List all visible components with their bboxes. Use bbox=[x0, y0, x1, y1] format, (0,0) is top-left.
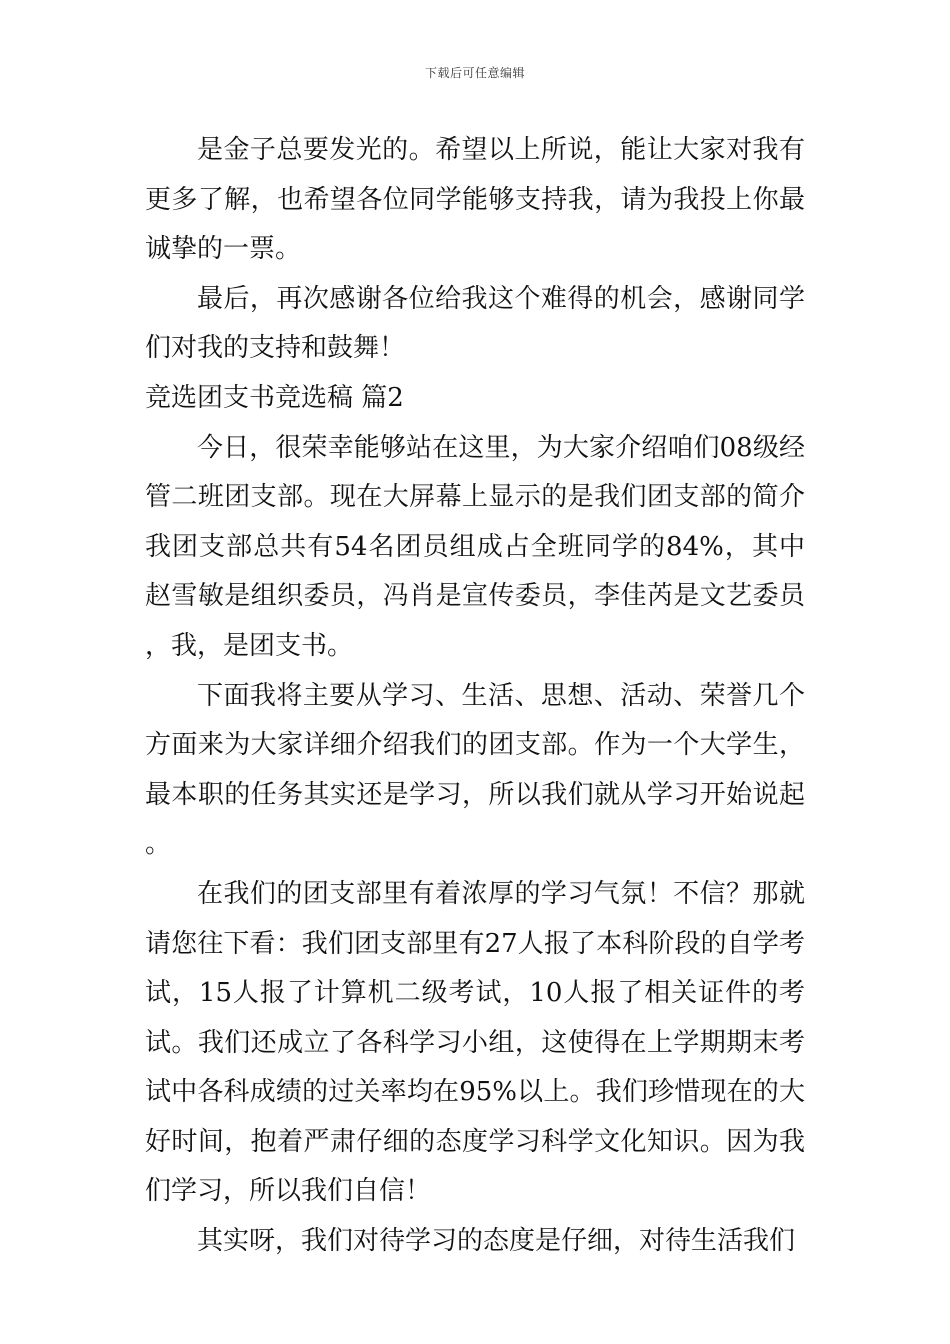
paragraph-3: 今日，很荣幸能够站在这里，为大家介绍咱们08级经管二班团支部。现在大屏幕上显示的是我们团支部的简介我团支部总共有54名团员组成占全班同学的84%，其中赵雪敏是组织委员，冯肖是宣传委员，李佳芮是文艺委员，我，是团支书。 bbox=[145, 432, 805, 661]
paragraph-4: 下面我将主要从学习、生活、思想、活动、荣誉几个方面来为大家详细介绍我们的团支部。作为一个大学生，最本职的任务其实还是学习，所以我们就从学习开始说起。 bbox=[145, 680, 805, 860]
paragraph-6: 其实呀，我们对待学习的态度是仔细，对待生活我们 bbox=[197, 1226, 796, 1257]
paragraph-5: 在我们的团支部里有着浓厚的学习气氛！不信？那就请您往下看：我们团支部里有27人报了本科阶段的自学考试，15人报了计算机二级考试，10人报了相关证件的考试。我们还成立了各科学习小组，这使得在上学期期末考试中各科成绩的过关率均在95%以上。我们珍惜现在的大好时间，抱着严肃仔细的态度学习科学文化知识。因为我们学习，所以我们自信！ bbox=[145, 878, 805, 1207]
document-body bbox=[145, 126, 805, 1267]
page-header: 下载后可任意编辑 bbox=[424, 66, 525, 80]
paragraph-2: 最后，再次感谢各位给我这个难得的机会，感谢同学们对我的支持和鼓舞！ bbox=[145, 283, 805, 364]
section-title: 竞选团支书竞选稿 篇2 bbox=[145, 382, 404, 413]
paragraph-1: 是金子总要发光的。希望以上所说，能让大家对我有更多了解，也希望各位同学能够支持我，请为我投上你最诚挚的一票。 bbox=[145, 135, 805, 265]
